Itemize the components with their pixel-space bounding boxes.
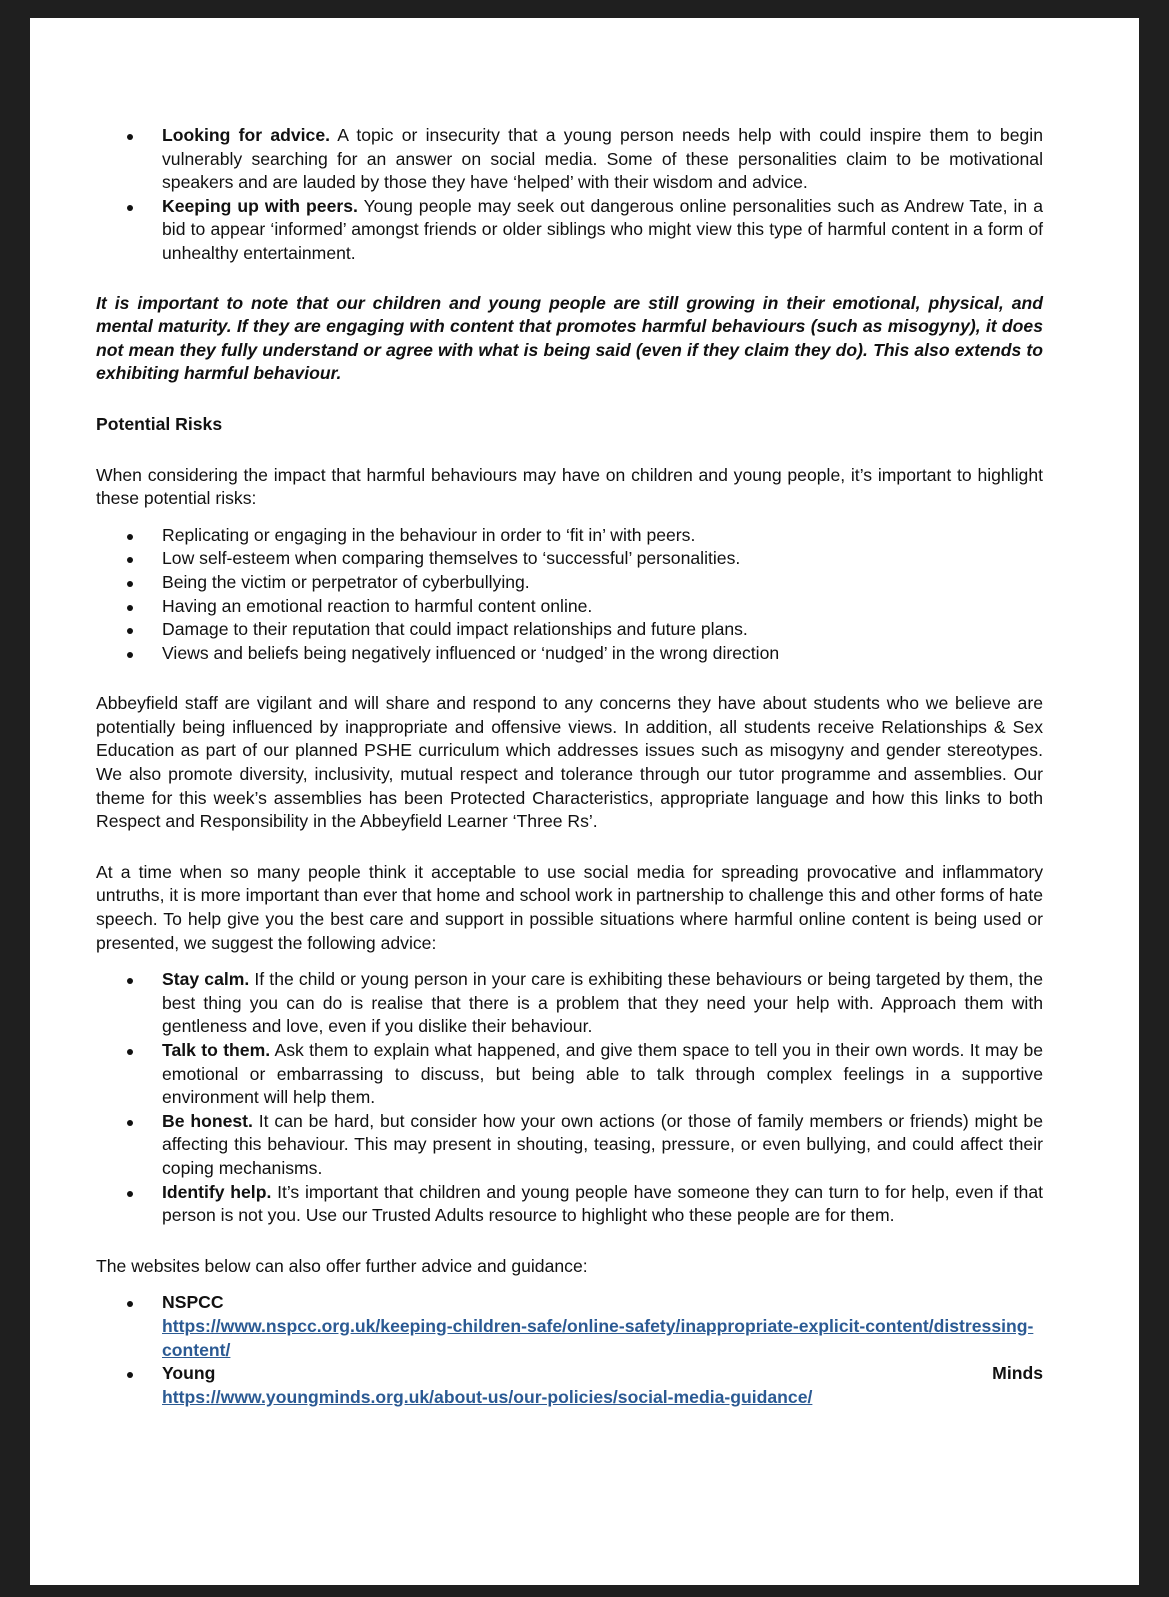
list-item — [162, 124, 1043, 195]
risks-list — [96, 524, 1043, 666]
bullet-lead: Talk to them. — [162, 1040, 271, 1060]
list-item — [162, 1291, 1043, 1362]
abbeyfield-paragraph: Abbeyfield staff are vigilant and will share and respond to any concerns they have about students who we believe are potentially being influenced by inappropriate and offensive views. In addition, all students receive Relationships & Sex Education as part of our planned PSHE curriculum which addresses issues such as misogyny and gender stereotypes. We also promote diversity, inclusivity, mutual respect and tolerance through our tutor programme and assemblies. Our theme for this week’s assemblies has been Protected Characteristics, appropriate language and how this links to both Respect and Responsibility in the Abbeyfield Learner ‘Three Rs’. — [96, 693, 1043, 832]
nspcc-name: NSPCC — [162, 1292, 224, 1313]
youngminds-name-left: Young — [162, 1363, 216, 1384]
list-item — [162, 1039, 1043, 1110]
bullet-text: It’s important that children and young people have someone they can turn to for help, even if that person is not you. Use our Trusted Adults resource to highlight who these people are for them. — [162, 1181, 1043, 1226]
important-note: It is important to note that our children and young people are still growing in their emotional, physical, and mental maturity. If they are engaging with content that promotes harmful behaviours (such as misogyny), it does not mean they fully understand or agree with what is being said (even if they claim they do). This also extends to exhibiting harmful behaviour. — [96, 292, 1043, 384]
youngminds-name-right: Minds — [992, 1363, 1043, 1384]
list-item: Damage to their reputation that could impact relationships and future plans. — [162, 618, 1043, 642]
risks-intro: When considering the impact that harmful behaviours may have on children and young people, it’s important to highlight these potential risks: — [96, 464, 1043, 509]
bullet-text: If the child or young person in your care is exhibiting these behaviours or being targeted by them, the best thing you can do is realise that there is a problem that they need your help with. Approach them with gentleness and love, even if you dislike their behaviour. — [162, 969, 1043, 1037]
list-item — [162, 1362, 1043, 1409]
list-item: Being the victim or perpetrator of cyberbullying. — [162, 571, 1043, 595]
section-heading-potential-risks: Potential Risks — [96, 413, 223, 434]
list-item — [162, 195, 1043, 266]
youngminds-link[interactable]: https://www.youngminds.org.uk/about-us/our-policies/social-media-guidance/ — [162, 1386, 813, 1407]
intro-bullet-list — [96, 124, 1043, 266]
bullet-lead: Keeping up with peers. — [162, 195, 358, 216]
bullet-text: Young people may seek out dangerous online personalities such as Andrew Tate, in a bid to appear ‘informed’ amongst friends or older siblings who might view this type of harmful content in a form of unhealthy entertainment. — [162, 195, 1043, 263]
bullet-lead: Looking for advice. — [162, 125, 331, 145]
bullet-text: It can be hard, but consider how your own actions (or those of family members or friends) might be affecting this behaviour. This may present in shouting, teasing, pressure, or even bullying, and could affect their coping mechanisms. — [162, 1110, 1043, 1178]
document-page — [30, 18, 1139, 1585]
bullet-lead: Identify help. — [162, 1181, 272, 1202]
list-item — [162, 1110, 1043, 1181]
nspcc-link[interactable]: https://www.nspcc.org.uk/keeping-children-safe/online-safety/inappropriate-explicit-content/distressing-content/ — [162, 1315, 1034, 1360]
websites-list — [96, 1291, 1043, 1409]
list-item — [162, 1181, 1043, 1228]
list-item: Having an emotional reaction to harmful content online. — [162, 595, 1043, 619]
bullet-lead: Be honest. — [162, 1110, 253, 1131]
bullet-text: A topic or insecurity that a young person needs help with could inspire them to begin vulnerably searching for an answer on social media. Some of these personalities claim to be motivational speakers and are lauded by those they have ‘helped’ with their wisdom and advice. — [162, 125, 1043, 193]
bullet-lead: Stay calm. — [162, 969, 250, 990]
list-item: Replicating or engaging in the behaviour in order to ‘fit in’ with peers. — [162, 524, 1043, 548]
youngminds-name — [162, 1362, 1043, 1386]
advice-bullet-list — [96, 968, 1043, 1228]
list-item: Views and beliefs being negatively influenced or ‘nudged’ in the wrong direction — [162, 642, 1043, 666]
bullet-text: Ask them to explain what happened, and give them space to tell you in their own words. It may be emotional or embarrassing to discuss, but being able to talk through complex feelings in a supportive environment will help them. — [162, 1040, 1044, 1108]
websites-intro: The websites below can also offer further advice and guidance: — [96, 1255, 588, 1276]
list-item: Low self-esteem when comparing themselves to ‘successful’ personalities. — [162, 547, 1043, 571]
advice-paragraph: At a time when so many people think it acceptable to use social media for spreading provocative and inflammatory untruths, it is more important than ever that home and school work in partnership to challenge this and other forms of hate speech. To help give you the best care and support in possible situations where harmful online content is being used or presented, we suggest the following advice: — [96, 861, 1043, 953]
list-item — [162, 968, 1043, 1039]
